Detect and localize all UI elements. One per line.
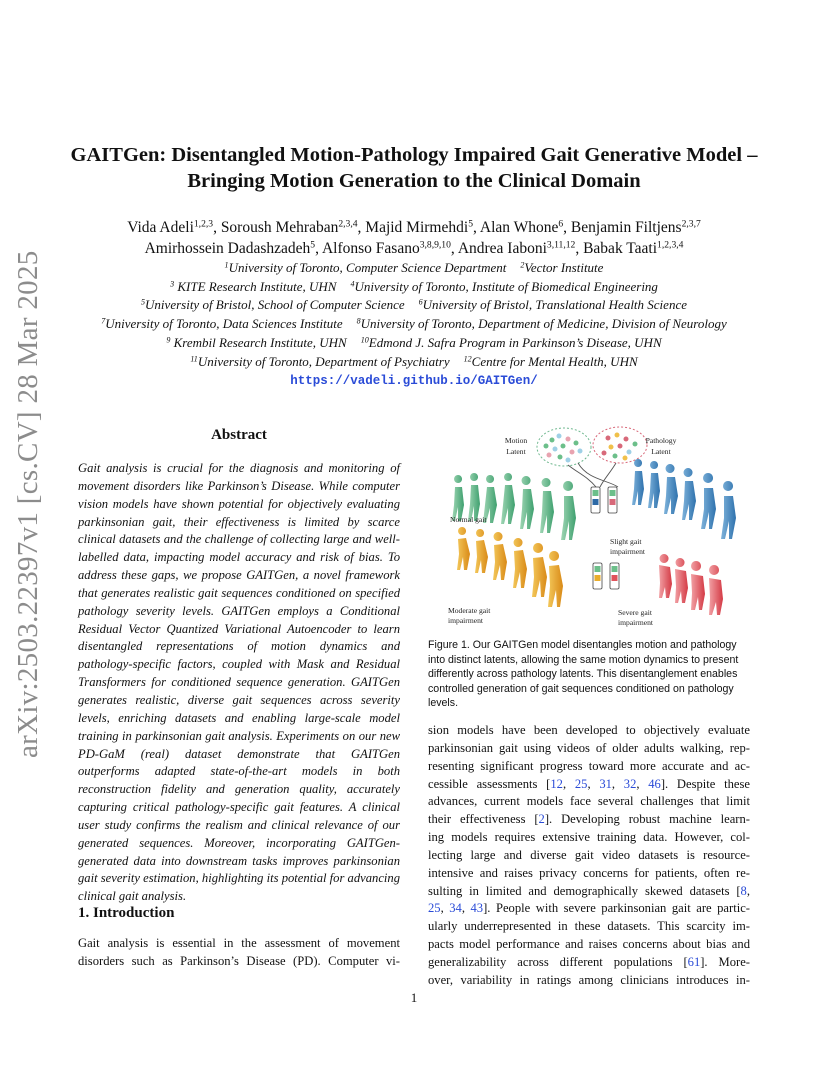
citation-link[interactable]: 25 bbox=[428, 901, 441, 916]
author-affiliation-marker: 6 bbox=[558, 218, 564, 230]
citation-link[interactable]: 12 bbox=[550, 776, 563, 791]
author-affiliation-marker: 2,3,7 bbox=[681, 218, 701, 230]
abstract-text: Gait analysis is crucial for the diagnosis and monitoring of movement disorders like Parkinson’s Disease. While computer vision models have shown potential for objectively evaluating parkinsonian gait, their effectiveness is limited by scarce clinical datasets and the challenge of collecting large and well-labelled data, impacting model accuracy and risk of bias. To address these gaps, we propose GAITGen, a novel framework that generates realistic gait sequences conditioned on specified pathology severity levels. GAITGen employs a Conditional Residual Vector Quantized Variational Autoencoder to learn disentangled representations of motion dynamics and pathology-specific factors, coupled with Mask and Residual Transformers for conditioned sequence generation. GAITGen generates realistic, diverse gait sequences across severity levels, enriching datasets and enabling large-scale model training in parkinsonian gait analysis. Experiments on our new PD-GaM (real) dataset demonstrate that GAITGen outperforms adapted state-of-the-art models in both reconstruction fidelity and generation quality, accurately capturing critical pathology-specific gait features. A clinical user study confirms the realism and clinical relevance of our generated sequences. Moreover, incorporating GAITGen-generated data into downstream tasks improves parkinsonian gait severity estimation, highlighting its potential for advancing clinical gait analysis. bbox=[78, 461, 400, 904]
body-text-line: 25, 34, 43]. People with severe parkinsonian gait are partic- bbox=[428, 901, 750, 916]
author-name: Babak Taati bbox=[583, 240, 658, 257]
author-name: Amirhossein Dadashzadeh bbox=[144, 240, 311, 257]
project-url-link[interactable]: https://vadeli.github.io/GAITGen/ bbox=[290, 374, 538, 389]
paper-title-line-1: GAITGen: Disentangled Motion-Pathology Impaired Gait Generative Model – bbox=[70, 144, 758, 166]
normal-gait-figures bbox=[452, 473, 576, 540]
author-name: Andrea Iaboni bbox=[457, 240, 547, 257]
latent-connector-arrows bbox=[568, 463, 618, 487]
citation-link[interactable]: 8 bbox=[740, 883, 747, 898]
affiliation-name: University of Toronto, Department of Psychiatry bbox=[197, 353, 450, 369]
figure-label-severe-impairment: impairment bbox=[618, 618, 654, 627]
figure-label-pathology-latent: Pathology bbox=[645, 436, 677, 445]
severe-impairment-figures bbox=[659, 554, 723, 615]
affiliation-marker: 8 bbox=[356, 316, 361, 326]
figure-label-motion-latent: Motion bbox=[504, 436, 528, 445]
body-text-line: generalizability across different populations [61]. More- bbox=[428, 954, 750, 969]
affiliation-marker: 1 bbox=[224, 260, 229, 270]
affiliation-marker: 5 bbox=[141, 297, 146, 307]
author-affiliation-marker: 1,2,3 bbox=[193, 218, 214, 230]
figure-1-illustration bbox=[428, 425, 748, 630]
motion-latent-cloud bbox=[537, 428, 591, 466]
author-name: Soroush Mehraban bbox=[220, 219, 339, 236]
affiliation-row bbox=[40, 296, 788, 315]
affiliation-name: University of Toronto, Computer Science Department bbox=[228, 260, 507, 275]
affiliation-row bbox=[40, 278, 788, 297]
affiliation-row bbox=[40, 315, 788, 334]
author-name: Alfonso Fasano bbox=[321, 240, 420, 257]
author-name: Benjamin Filtjens bbox=[570, 219, 682, 236]
affiliation-marker: 2 bbox=[520, 260, 525, 270]
author-affiliation-marker: 5 bbox=[468, 218, 473, 230]
affiliation-rows bbox=[40, 259, 788, 371]
affiliation-marker: 3 bbox=[170, 279, 175, 289]
author-affiliation-marker: 3,8,9,10 bbox=[419, 239, 451, 251]
figure-label-motion-latent: Latent bbox=[506, 447, 526, 456]
body-text-line: sion models have been developed to objectively evaluate bbox=[428, 723, 750, 737]
affiliation-name: KITE Research Institute, UHN bbox=[174, 278, 337, 294]
affiliation-marker: 11 bbox=[190, 354, 198, 364]
slight-impairment-figures bbox=[632, 459, 736, 539]
body-text-line: intensive and raises privacy concerns for patients, often re- bbox=[428, 865, 750, 880]
author-affiliation-marker: 1,2,3,4 bbox=[657, 239, 684, 251]
body-text-line: over, variability in ratings among clinicians introduces in- bbox=[428, 972, 750, 987]
figure-label-severe-impairment: Severe gait bbox=[618, 608, 652, 617]
body-text-line: resenting significant progress toward more accurate and ac- bbox=[428, 758, 750, 773]
abstract-heading: Abstract bbox=[211, 427, 267, 443]
affiliation-name: Edmond J. Safra Program in Parkinson’s Disease, UHN bbox=[368, 334, 662, 350]
introduction-line: disorders such as Parkinson’s Disease (PD). Computer vi- bbox=[78, 953, 400, 968]
affiliation-marker: 9 bbox=[166, 335, 171, 345]
affiliation-name: Krembil Research Institute, UHN bbox=[170, 334, 347, 350]
body-text-line: ularly underrepresented in these datasets. This scarcity im- bbox=[428, 919, 750, 934]
author-line-2: Amirhossein Dadashzadeh$^5$, Alfonso Fasano$^{3,8,9,10}$, Andrea Iaboni$^{3,11,12}$, Babak Taati$^{1,2,3,4}$ bbox=[144, 239, 684, 257]
author-name: Alan Whone bbox=[479, 219, 559, 236]
affiliation-name: University of Toronto, Department of Medicine, Division of Neurology bbox=[360, 316, 727, 332]
paper-title bbox=[60, 142, 768, 194]
affiliation-name: University of Toronto, Institute of Biomedical Engineering bbox=[354, 278, 658, 294]
page-number: 1 bbox=[410, 990, 418, 1005]
affiliation-marker: 4 bbox=[350, 279, 355, 289]
author-list bbox=[40, 217, 788, 259]
body-text-line: pacts model performance and raises concerns about bias and bbox=[428, 937, 750, 952]
affiliation-row bbox=[40, 334, 788, 353]
affiliation-list bbox=[40, 259, 788, 391]
figure-label-pathology-latent: Latent bbox=[651, 447, 671, 456]
citation-link[interactable]: 32 bbox=[623, 776, 637, 791]
citation-link[interactable]: 31 bbox=[599, 776, 612, 791]
body-text-line: lecting large and diverse gait video datasets is resource- bbox=[428, 847, 750, 862]
author-line-1: Vida Adeli$^{1,2,3}$, Soroush Mehraban$^{2,3,4}$, Majid Mirmehdi$^5$, Alan Whone$^6$, Benjamin Filtjens$^{2,3,7}$ bbox=[127, 218, 701, 236]
body-text-line: advances, current models face several challenges that limit bbox=[428, 794, 750, 809]
figure-1-caption: Figure 1. Our GAITGen model disentangles motion and pathology into distinct latents, allowing the same motion dynamics to present differently across pathology latents. This disentanglement enables controlled generation of gait sequences conditioned on pathology levels. bbox=[428, 639, 739, 710]
introduction-line: Gait analysis is essential in the assessment of movement bbox=[78, 936, 400, 950]
affiliation-marker: 7 bbox=[101, 316, 106, 326]
pathology-latent-cloud bbox=[593, 427, 647, 463]
figure-label-slight-impairment: impairment bbox=[610, 547, 646, 556]
affiliation-marker: 10 bbox=[360, 335, 369, 345]
affiliation-marker: 12 bbox=[463, 354, 472, 364]
author-name: Majid Mirmehdi bbox=[365, 219, 469, 236]
citation-link[interactable]: 2 bbox=[538, 812, 545, 827]
body-text-line: sulting in limited and demographically skewed datasets [8, bbox=[428, 883, 750, 898]
body-text-line: parkinsonian gait using videos of older adults walking, rep- bbox=[428, 740, 750, 755]
author-name: Vida Adeli bbox=[127, 219, 194, 236]
affiliation-marker: 6 bbox=[418, 297, 423, 307]
affiliation-name: University of Bristol, School of Computer Science bbox=[145, 297, 405, 313]
citation-link[interactable]: 34 bbox=[449, 901, 462, 916]
introduction-heading: 1. Introduction bbox=[78, 905, 175, 921]
moderate-impairment-figures bbox=[457, 527, 563, 607]
citation-link[interactable]: 43 bbox=[470, 901, 484, 916]
citation-link[interactable]: 25 bbox=[574, 776, 588, 791]
figure-label-slight-impairment: Slight gait bbox=[610, 537, 642, 546]
arxiv-identifier-stamp: arXiv:2503.22397v1 [cs.CV] 28 Mar 2025 bbox=[12, 250, 44, 758]
author-affiliation-marker: 2,3,4 bbox=[338, 218, 358, 230]
figure-label-moderate-impairment: Moderate gait bbox=[448, 606, 491, 615]
figure-label-moderate-impairment: impairment bbox=[448, 616, 484, 625]
affiliation-row bbox=[40, 353, 788, 372]
paper-title-line-2: Bringing Motion Generation to the Clinical Domain bbox=[187, 170, 641, 192]
affiliation-name: University of Toronto, Data Sciences Institute bbox=[105, 316, 343, 332]
body-text-line: their effectiveness [2]. Developing robust machine learn- bbox=[428, 812, 750, 827]
affiliation-name: Vector Institute bbox=[524, 260, 604, 275]
citation-link[interactable]: 46 bbox=[648, 776, 661, 791]
author-affiliation-marker: 5 bbox=[310, 239, 316, 251]
figure-label-normal-gait: Normal gait bbox=[450, 515, 487, 524]
citation-link[interactable]: 61 bbox=[687, 954, 701, 969]
author-affiliation-marker: 3,11,12 bbox=[546, 239, 576, 251]
body-text-line: ing models requires extensive training data. However, col- bbox=[428, 830, 750, 845]
introduction-continued-text bbox=[428, 722, 750, 990]
introduction-text bbox=[78, 935, 400, 971]
affiliation-row bbox=[40, 259, 788, 278]
affiliation-name: Centre for Mental Health, UHN bbox=[471, 353, 638, 369]
affiliation-name: University of Bristol, Translational Health Science bbox=[422, 297, 687, 313]
body-text-line: cessible assessments [12, 25, 31, 32, 46]. Despite these bbox=[428, 776, 750, 791]
